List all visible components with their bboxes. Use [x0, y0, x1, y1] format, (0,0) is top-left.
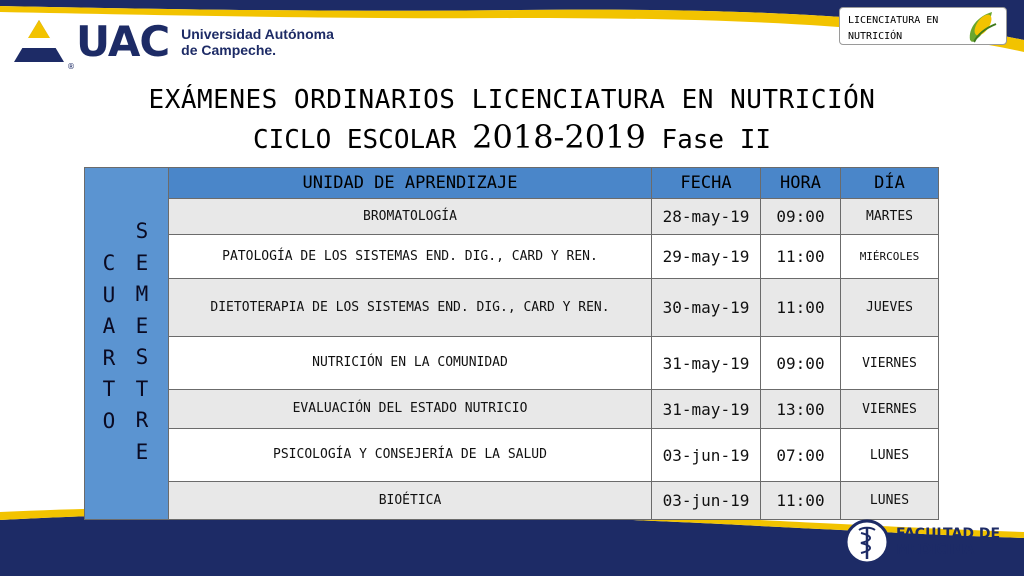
subject-cell: NUTRICIÓN EN LA COMUNIDAD [169, 337, 652, 390]
time-cell: 09:00 [761, 337, 841, 390]
subject-cell: PATOLOGÍA DE LOS SISTEMAS END. DIG., CARD Y REN. [169, 235, 652, 279]
table-row [85, 429, 939, 482]
side-word-semestre [132, 216, 152, 468]
day-cell: MIÉRCOLES [841, 235, 939, 279]
time-cell: 09:00 [761, 199, 841, 235]
side-word-cuarto [99, 248, 119, 437]
side-letter: R [135, 408, 149, 432]
day-cell: LUNES [841, 429, 939, 482]
header-fecha: FECHA [652, 168, 761, 199]
time-cell: 11:00 [761, 235, 841, 279]
day-cell: LUNES [841, 482, 939, 520]
side-letter: R [102, 345, 116, 370]
date-cell: 30-may-19 [652, 279, 761, 337]
side-letter: S [135, 345, 149, 369]
side-letter: A [102, 314, 116, 338]
cycle-label: CICLO ESCOLAR [252, 125, 457, 155]
header-unidad: UNIDAD DE APRENDIZAJE [169, 168, 652, 199]
cycle-year: 2018-2019 [472, 118, 646, 156]
program-badge [839, 7, 1007, 45]
page-subtitle [0, 118, 1024, 156]
subject-cell: BROMATOLOGÍA [169, 199, 652, 235]
table-row [85, 337, 939, 390]
badge-line1: LICENCIATURA EN [848, 15, 939, 26]
side-letter: C [102, 251, 116, 275]
page-title: EXÁMENES ORDINARIOS LICENCIATURA EN NUTRICIÓN [148, 85, 876, 115]
header-hora: HORA [761, 168, 841, 199]
side-letter: M [135, 282, 149, 306]
header-dia: DÍA [841, 168, 939, 199]
time-cell: 11:00 [761, 279, 841, 337]
phase-label: Fase II [661, 125, 772, 155]
table-row [85, 199, 939, 235]
side-letter: E [135, 313, 149, 338]
subject-cell: PSICOLOGÍA Y CONSEJERÍA DE LA SALUD [169, 429, 652, 482]
side-letter: E [135, 439, 149, 464]
table-row [85, 390, 939, 429]
date-cell: 31-may-19 [652, 337, 761, 390]
time-cell: 13:00 [761, 390, 841, 429]
side-letter: S [135, 219, 149, 243]
table-header-row [85, 168, 939, 199]
side-letter: O [102, 408, 116, 433]
corn-icon [964, 10, 1000, 44]
university-name: Universidad Autónoma de Campeche. [181, 26, 334, 58]
date-cell: 31-may-19 [652, 390, 761, 429]
table-row [85, 235, 939, 279]
exam-schedule-table [84, 167, 939, 520]
table-row [85, 279, 939, 337]
day-cell: VIERNES [841, 337, 939, 390]
time-cell: 11:00 [761, 482, 841, 520]
registered-mark: ® [67, 62, 75, 71]
faculty-line2: MEDICINA [896, 542, 975, 558]
date-cell: 29-may-19 [652, 235, 761, 279]
subject-cell: EVALUACIÓN DEL ESTADO NUTRICIO [169, 390, 652, 429]
table-row [85, 482, 939, 520]
caduceus-icon [844, 519, 890, 565]
side-letter: E [135, 250, 149, 275]
uac-logo-text: UAC [76, 17, 170, 66]
day-cell: JUEVES [841, 279, 939, 337]
day-cell: MARTES [841, 199, 939, 235]
uac-pyramid-icon [12, 18, 66, 66]
side-letter: T [102, 377, 116, 401]
date-cell: 03-jun-19 [652, 482, 761, 520]
subject-cell: DIETOTERAPIA DE LOS SISTEMAS END. DIG., CARD Y REN. [169, 279, 652, 337]
date-cell: 28-may-19 [652, 199, 761, 235]
time-cell: 07:00 [761, 429, 841, 482]
faculty-logo [844, 519, 1000, 565]
side-letter: U [102, 282, 116, 307]
side-letter: T [135, 376, 149, 401]
semester-side-cell [85, 168, 169, 520]
date-cell: 03-jun-19 [652, 429, 761, 482]
faculty-line1: FACULTAD DE [896, 526, 1001, 542]
uac-logo [12, 17, 334, 71]
badge-line2: NUTRICIÓN [848, 31, 903, 42]
subject-cell: BIOÉTICA [169, 482, 652, 520]
day-cell: VIERNES [841, 390, 939, 429]
